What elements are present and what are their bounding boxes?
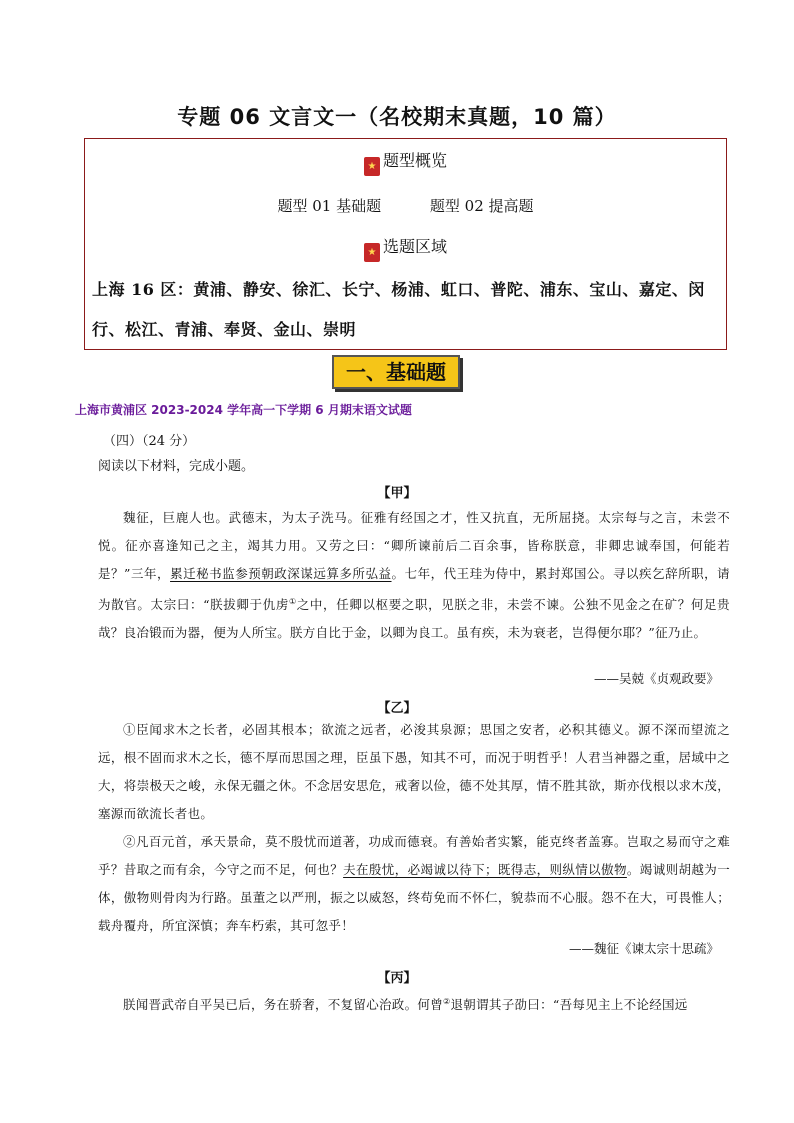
yi-underlined: 夫在殷忧，必竭诚以待下；既得志，则纵情以傲物: [343, 862, 627, 877]
jia-text-c: 之中，任卿以枢要之职，见朕之非，未尝不谏。公独不见金之在矿？何足贵哉？良冶锻而为器，便为人所宝。朕方自比于金，以卿为良工。虽有疾，未为衰老，岂得便尔耶？”征乃止。: [98, 597, 730, 641]
type-1: 题型 01 基础题: [277, 197, 382, 215]
question-head: （四）（24 分）: [103, 434, 196, 449]
jia-text-b: 。七年，代王珪为侍中，累封郑国公。寻以疾乞辞所职，请为散官。太宗曰：“朕拔卿于仇虏: [98, 566, 730, 613]
note-2: ②: [443, 997, 451, 1006]
jia-head: 【甲】: [377, 486, 417, 501]
question-types: [85, 195, 726, 216]
yi-para-1: ①臣闻求木之长者，必固其根本；欲流之远者，必浚其泉源；思国之安者，必积其德义。源不深而望流之远，根不固而求木之长，德不厚而思国之理，臣虽下愚，知其不可，而况于明哲乎！人君当神器之重，居域中之大，将崇极天之峻，永保无疆之休。不念居安思危，戒奢以俭，德不处其厚，情不胜其欲，斯亦伐根以求木茂，塞源而欲流长者也。: [98, 722, 730, 821]
jia-underlined: 累迁秘书监参预朝政深谋远算多所弘益: [170, 566, 392, 581]
page-title: 专题 06 文言文一（名校期末真题，10 篇）: [177, 105, 617, 129]
bing-text-a: 朕闻晋武帝自平吴已后，务在骄奢，不复留心治政。何曾: [123, 997, 444, 1013]
type-2: 题型 02 提高题: [429, 197, 534, 215]
region-list: 上海 16 区：黄浦、静安、徐汇、长宁、杨浦、虹口、普陀、浦东、宝山、嘉定、闵行、松江、青浦、奉贤、金山、崇明: [92, 280, 705, 339]
yi-head: 【乙】: [377, 701, 417, 716]
jia-attribution: ——吴兢《贞观政要》: [593, 671, 719, 686]
book-icon: ★: [364, 157, 380, 176]
overview-box: [84, 138, 727, 350]
yi-text-b: 。竭诚则胡越为一体，傲物则骨肉为行路。虽董之以严刑，振之以威怒，终苟免而不怀仁，貌恭而不心服。怨不在大，可畏惟人；载舟覆舟，所宜深慎；奔车朽索，其可忽乎！: [98, 862, 730, 933]
region-head-label: 选题区域: [382, 237, 447, 256]
question-intro: 阅读以下材料，完成小题。: [98, 459, 255, 474]
overview-head-label: 题型概览: [382, 151, 447, 170]
note-1: ①: [288, 597, 297, 606]
yi-text-a: ②凡百元首，承天景命，莫不殷忧而道著，功成而德衰。有善始者实繁，能克终者盖寡。岂取之易而守之难乎？昔取之而有余，今守之而不足，何也？: [98, 834, 730, 877]
bing-head: 【丙】: [377, 971, 417, 986]
book-icon: ★: [364, 243, 380, 262]
overview-head: [85, 148, 726, 176]
bing-passage: [98, 988, 730, 1019]
bing-text-b: 退朝谓其子劭曰：“吾每见主上不论经国远: [450, 997, 688, 1013]
jia-passage: [98, 504, 730, 647]
jia-text-a: 魏征，巨鹿人也。武德末，为太子洗马。征雅有经国之才，性又抗直，无所屈挠。太宗每与之言，未尝不悦。征亦喜逢知己之主，竭其力用。又劳之曰：“卿所谏前后二百余事，皆称朕意，非卿忠诚奉国，何能若是？”三年，: [98, 510, 730, 581]
yi-para-2: [98, 828, 730, 940]
source-line: 上海市黄浦区 2023-2024 学年高一下学期 6 月期末语文试题: [75, 403, 412, 417]
section-tag: 一、基础题: [332, 355, 460, 389]
yi-attribution: ——魏征《谏太宗十思疏》: [568, 941, 719, 956]
region-head: [85, 234, 726, 262]
